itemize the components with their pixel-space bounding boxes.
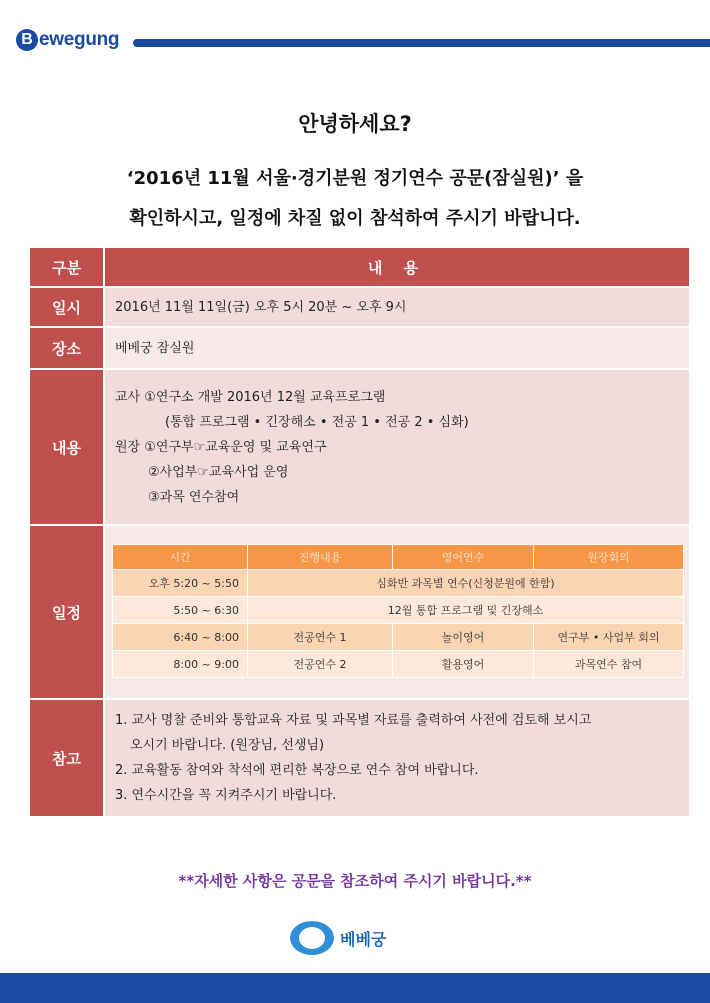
date-row <box>30 288 689 328</box>
place-row <box>30 328 689 370</box>
schedule-row-2 <box>113 597 684 624</box>
footer-logo <box>290 921 386 955</box>
schedule-english: 활용영어 <box>393 651 534 678</box>
schedule-row-1 <box>113 570 684 597</box>
place-label: 장소 <box>30 328 103 370</box>
schedule-english: 놀이영어 <box>393 624 534 651</box>
content-value <box>103 370 689 526</box>
schedule-time: 8:00 ~ 9:00 <box>113 651 248 678</box>
content-line: (통합 프로그램 • 긴장해소 • 전공 1 • 전공 2 • 심화) <box>165 414 469 430</box>
content-line: 원장 ①연구부☞교육운영 및 교육연구 <box>115 439 327 455</box>
notes-label: 참고 <box>30 700 103 818</box>
greeting-line-2: ‘2016년 11월 서울·경기분원 정기연수 공문(잠실원)’ 을 <box>126 168 584 189</box>
footer-bar <box>0 973 710 1003</box>
note-line: 2. 교육활동 참여와 착석에 편리한 복장으로 연수 참여 바랍니다. <box>115 763 479 778</box>
schedule-row-4 <box>113 651 684 678</box>
schedule-table <box>112 544 684 678</box>
schedule-time: 오후 5:20 ~ 5:50 <box>113 570 248 597</box>
logo-emblem-icon <box>290 921 334 955</box>
brand-initial: B <box>16 29 38 51</box>
table-header-row <box>30 248 689 288</box>
place-value <box>103 328 689 370</box>
schedule-meeting: 연구부 • 사업부 회의 <box>534 624 684 651</box>
header-content: 내 용 <box>103 248 689 288</box>
schedule-time: 6:40 ~ 8:00 <box>113 624 248 651</box>
notes-value <box>103 700 689 818</box>
schedule-label: 일정 <box>30 526 103 700</box>
header-label: 구분 <box>30 248 103 288</box>
content-line: ③과목 연수참여 <box>148 489 240 505</box>
col-english: 영어연수 <box>393 545 534 570</box>
footer-note: **자세한 사항은 공문을 참조하여 주시기 바랍니다.** <box>178 872 532 890</box>
content-row <box>30 370 689 526</box>
info-table <box>30 248 689 818</box>
schedule-meeting: 과목연수 참여 <box>534 651 684 678</box>
content-line: ②사업부☞교육사업 운영 <box>148 464 289 480</box>
schedule-header-row <box>113 545 684 570</box>
brand-name: ewegung <box>39 29 120 50</box>
notes-row <box>30 700 689 818</box>
schedule-progress: 전공연수 2 <box>248 651 393 678</box>
schedule-value <box>103 526 689 700</box>
date-text: 2016년 11월 11일(금) 오후 5시 20분 ~ 오후 9시 <box>115 299 407 315</box>
date-value <box>103 288 689 328</box>
place-text: 베베궁 잠실원 <box>115 340 195 356</box>
col-meeting: 원장회의 <box>534 545 684 570</box>
col-time: 시간 <box>113 545 248 570</box>
header-bar <box>133 39 710 47</box>
date-label: 일시 <box>30 288 103 328</box>
note-line: 1. 교사 명찰 준비와 통합교육 자료 및 과목별 자료를 출력하여 사전에 검토해 보시고 <box>115 713 592 728</box>
greeting-line-3: 확인하시고, 일정에 차질 없이 참석하여 주시기 바랍니다. <box>129 208 581 229</box>
schedule-row <box>30 526 689 700</box>
schedule-progress: 전공연수 1 <box>248 624 393 651</box>
schedule-merged: 12월 통합 프로그램 및 긴장해소 <box>248 597 684 624</box>
brand-logo <box>16 24 119 56</box>
schedule-merged: 심화반 과목별 연수(신청분원에 한함) <box>248 570 684 597</box>
col-progress: 진행내용 <box>248 545 393 570</box>
logo-text: 베베궁 <box>340 929 387 949</box>
content-line: 교사 ①연구소 개발 2016년 12월 교육프로그램 <box>115 389 386 405</box>
greeting-title: 안녕하세요? <box>298 112 412 136</box>
content-label: 내용 <box>30 370 103 526</box>
schedule-row-3 <box>113 624 684 651</box>
schedule-time: 5:50 ~ 6:30 <box>113 597 248 624</box>
note-line: 3. 연수시간을 꼭 지켜주시기 바랍니다. <box>115 788 337 803</box>
note-line: 오시기 바랍니다. (원장님, 선생님) <box>130 738 325 753</box>
